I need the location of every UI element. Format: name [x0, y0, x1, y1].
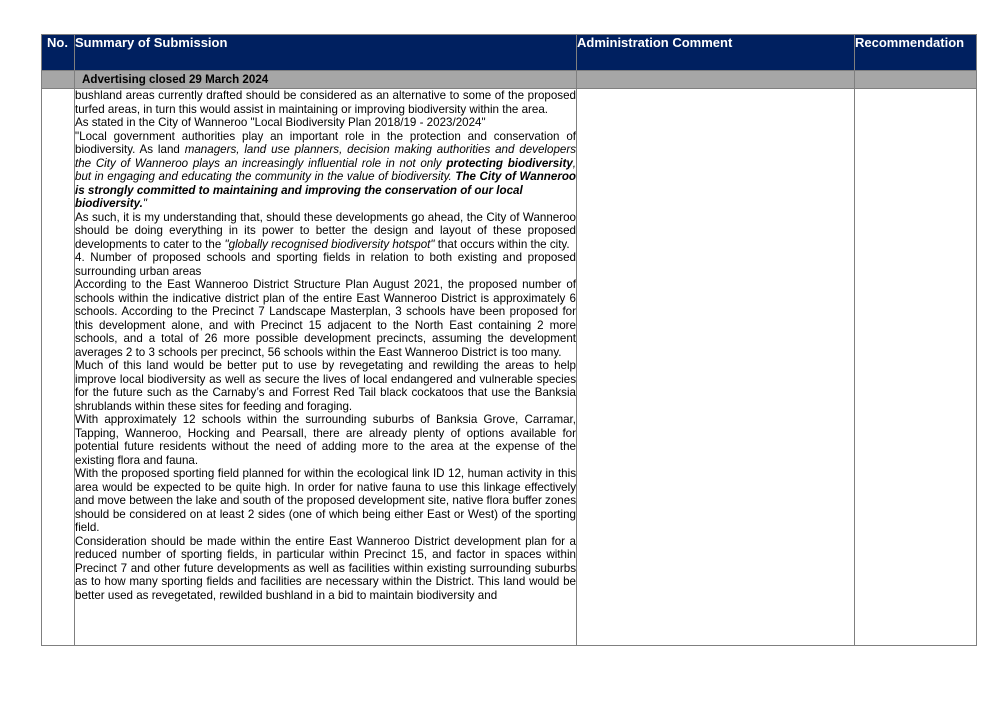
summary-cell: [75, 89, 577, 646]
quote-text: "Local government authorities play an important role in the protection and conservation of biodiversity. As land: [75, 129, 576, 156]
quote-close-mark: ": [142, 197, 147, 210]
quote-bold-text: The City of Wanneroo is strongly committed to maintaining and improving the conservation of our local: [75, 170, 576, 197]
summary-text: that occurs within the city.: [434, 237, 570, 251]
section-no-cell: [42, 71, 75, 89]
table-row: [42, 89, 977, 646]
summary-paragraph: [75, 211, 576, 252]
admin-comment-cell: [577, 89, 855, 646]
quote-bold-text: protecting biodiversity: [446, 156, 573, 170]
table-header-row: [42, 35, 977, 71]
header-admin-comment: Administration Comment: [577, 35, 855, 71]
quote-paragraph: [75, 130, 576, 198]
row-no-cell: [42, 89, 75, 646]
quote-italic-text: , but in engaging and educating the community in the value of biodiversity.: [75, 156, 576, 183]
summary-paragraph: bushland areas currently drafted should be considered as an alternative to some of the proposed turfed areas, in turn this would assist in maintaining or improving biodiversity within the area.: [75, 89, 576, 116]
summary-italic-text: "globally recognised biodiversity hotspot": [224, 237, 435, 251]
summary-paragraph: With the proposed sporting field planned for within the ecological link ID 12, human activity in this area would be expected to be quite high. In order for native fauna to use this linkage effectively and move between the lake and south of the proposed development site, native flora buffer zones should be considered on at least 2 sides (one of which being either East or West) of the sporting field.: [75, 467, 576, 534]
section-title: Advertising closed 29 March 2024: [75, 71, 577, 89]
quote-italic-text: managers, land use planners, decision making authorities and developers the City of Wanneroo plays an increasingly influential role in not only: [75, 143, 576, 170]
section-row: [42, 71, 977, 89]
summary-paragraph: As stated in the City of Wanneroo "Local Biodiversity Plan 2018/19 - 2023/2024": [75, 116, 486, 129]
summary-paragraph: Much of this land would be better put to use by revegetating and rewilding the areas to help improve local biodiversity as well as secure the lives of local endangered and vulnerable species for the future such as the Carnaby’s and Forrest Red Tail black cockatoos that use the Banksia shrublands within these sites for feeding and foraging.: [75, 359, 576, 413]
header-summary: Summary of Submission: [75, 35, 577, 71]
summary-paragraph: With approximately 12 schools within the surrounding suburbs of Banksia Grove, Carramar, Tapping, Wanneroo, Hocking and Pearsall, there are already plenty of options available for potential future residents without the need of adding more to the area at the expense of the existing flora and fauna.: [75, 413, 576, 467]
quote-bold-text: biodiversity.: [75, 197, 143, 210]
section-recommendation-cell: [855, 71, 977, 89]
header-recommendation: Recommendation: [855, 35, 977, 71]
section-admin-cell: [577, 71, 855, 89]
summary-text: As such, it is my understanding that, should these developments go ahead, the City of Wanneroo should be doing everything in its power to better the design and layout of these proposed developments to cater to the: [75, 210, 576, 251]
header-no: No.: [42, 35, 75, 71]
summary-paragraph: According to the East Wanneroo District Structure Plan August 2021, the proposed number of schools within the indicative district plan of the entire East Wanneroo District is approximately 6 schools. According to the Precinct 7 Landscape Masterplan, 3 schools have been proposed for this development alone, and with Precinct 15 adjacent to the North East containing 2 more schools, and a total of 26 more possible development precincts, assuming the development averages 2 to 3 schools per precinct, 56 schools within the East Wanneroo District is too many.: [75, 278, 576, 359]
summary-heading: 4. Number of proposed schools and sporting fields in relation to both existing and proposed surrounding urban areas: [75, 251, 576, 278]
recommendation-cell: [855, 89, 977, 646]
quote-ending: [75, 197, 576, 211]
submissions-table: [41, 34, 977, 646]
summary-paragraph: Consideration should be made within the entire East Wanneroo District development plan for a reduced number of sporting fields, in particular within Precinct 15, and factor in spaces within Precinct 7 and other future developments as well as facilities within existing surrounding suburbs as to how many sporting fields and facilities are necessary within the District. This land would be better used as revegetated, rewilded bushland in a bid to maintain biodiversity and: [75, 534, 576, 602]
